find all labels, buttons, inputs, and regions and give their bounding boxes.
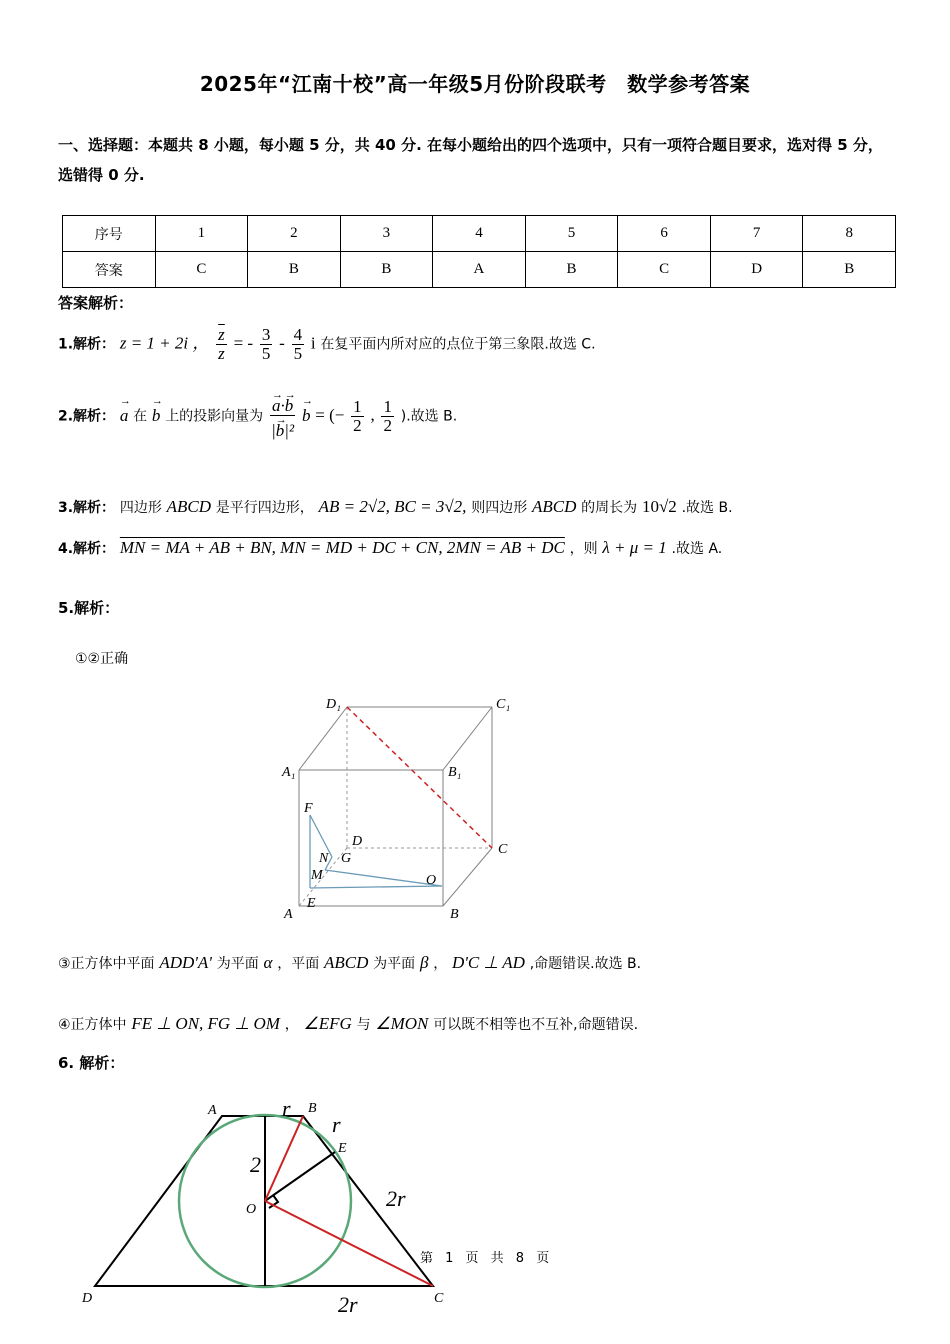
formula: ,: [370, 405, 375, 425]
vertex-label: D: [352, 834, 363, 849]
solution-label: 1.解析：: [58, 336, 116, 353]
vector-b: → b: [302, 406, 311, 426]
table-cell: B: [525, 252, 618, 288]
solution-label: 2.解析：: [58, 408, 116, 425]
fraction-numerator: 3: [261, 325, 271, 344]
formula: AB = 2√2, BC = 3√2,: [318, 497, 467, 516]
formula: ABCD: [532, 497, 577, 516]
solution-text: ③正方体中平面: [58, 956, 155, 972]
table-cell: 2: [248, 216, 341, 252]
formula: z = 1 + 2i ，: [119, 333, 210, 353]
table-header-number: 序号: [63, 216, 156, 252]
fraction: [260, 326, 273, 363]
fraction-numerator: → a·→ b: [270, 393, 295, 416]
formula: 10√2: [641, 497, 677, 516]
formula: D'C ⊥ AD: [451, 953, 525, 972]
vertex-label: A₁: [282, 765, 296, 780]
table-row: [63, 216, 896, 252]
fraction: [292, 326, 305, 363]
table-cell: 4: [433, 216, 526, 252]
solution-3: [58, 497, 733, 517]
solution-label: 5.解析：: [58, 599, 120, 617]
hand-label: r: [282, 1096, 291, 1121]
solution-text: 在复平面内所对应的点位于第三象限.故选 C.: [320, 336, 596, 353]
solution-text: ,命题错误.故选 B.: [529, 956, 642, 972]
fraction: [216, 326, 227, 363]
formula: ABCD: [166, 497, 212, 516]
solution-text: 在: [133, 408, 148, 425]
fraction-denominator: |→ b|²: [270, 416, 295, 440]
formula: ADD'A': [159, 953, 212, 972]
fraction-numerator: 1: [353, 397, 362, 416]
point-label: N: [319, 851, 329, 866]
solution-text: ，平面: [277, 956, 320, 972]
fraction-denominator: 2: [383, 416, 392, 435]
point-label: M: [311, 868, 323, 883]
table-cell: C: [618, 252, 711, 288]
table-cell: B: [248, 252, 341, 288]
hand-label: 2r: [386, 1186, 406, 1211]
page-title: 2025年“江南十校”高一年级5月份阶段联考 数学参考答案: [199, 72, 751, 96]
solution-text: ，则: [569, 541, 598, 557]
solution-text: ).故选 B.: [400, 408, 458, 425]
vertex-label: C: [498, 842, 508, 857]
segment-mo: [325, 870, 442, 886]
vertex-label: C: [434, 1291, 444, 1306]
vector-a: → a: [120, 406, 129, 426]
hand-label: 2r: [338, 1292, 358, 1317]
hand-label: r: [332, 1112, 341, 1137]
formula: MN = MA + AB + BN, MN = MD + DC + CN, 2MN = AB + DC: [119, 538, 565, 557]
solution-text: .故选 B.: [681, 500, 733, 516]
table-cell: 6: [618, 216, 711, 252]
table-cell: 3: [340, 216, 433, 252]
table-cell: 8: [803, 216, 896, 252]
solution-text: 是平行四边形，: [215, 500, 314, 516]
fraction-denominator: 5: [293, 344, 303, 363]
fraction: [381, 398, 394, 435]
table-row: [63, 252, 896, 288]
cube-edge: [299, 707, 347, 770]
solution-text: 上的投影向量为: [165, 408, 264, 425]
solution-text: ，: [433, 956, 448, 972]
fraction-denominator: 5: [261, 344, 271, 363]
point-label: O: [426, 873, 437, 888]
page-footer: 第 1 页 共 8 页: [420, 1251, 554, 1266]
solution-label: 3.解析：: [58, 500, 116, 516]
table-cell: B: [340, 252, 433, 288]
analysis-label: 答案解析：: [58, 294, 134, 312]
solution-text: 为平面: [216, 956, 259, 972]
vertex-label: B: [450, 907, 459, 922]
formula: β: [419, 953, 429, 972]
solution-text: ，: [284, 1017, 299, 1033]
formula: λ + μ = 1: [602, 538, 667, 557]
table-cell: 5: [525, 216, 618, 252]
answer-table: [62, 215, 896, 288]
solution-text: 则四边形: [471, 500, 528, 516]
fraction-denominator: z: [218, 344, 225, 363]
solution-5-part3: [58, 953, 641, 973]
solution-5-part4: [58, 1014, 638, 1034]
fraction-numerator: 4: [293, 325, 303, 344]
vertex-label: A: [208, 1103, 217, 1118]
solution-text: 的周长为: [581, 500, 638, 516]
point-label: E: [338, 1141, 347, 1156]
formula: α: [263, 953, 273, 972]
point-label: G: [341, 851, 352, 866]
solution-text: .故选 A.: [671, 541, 723, 557]
table-cell: C: [155, 252, 248, 288]
vertex-label: D: [82, 1291, 93, 1306]
solution-label: 4.解析：: [58, 541, 116, 557]
trapezoid-diagram: [70, 1090, 460, 1340]
fraction-denominator: 2: [353, 416, 362, 435]
fraction-numerator: 1: [383, 397, 392, 416]
solution-text: 四边形: [119, 500, 162, 516]
table-cell: 1: [155, 216, 248, 252]
diagonal-d1c: [347, 707, 492, 848]
cube-edge: [443, 848, 492, 906]
solution-label: 6. 解析：: [58, 1054, 125, 1072]
solution-2: [58, 393, 457, 440]
point-label: O: [246, 1202, 257, 1217]
table-cell: D: [710, 252, 803, 288]
formula: = -: [233, 333, 254, 353]
vertex-label: B: [308, 1101, 317, 1116]
formula: ∠EFG: [303, 1014, 352, 1033]
section-heading: 一、选择题：本题共 8 小题，每小题 5 分，共 40 分. 在每小题给出的四个选项中，只有一项符合题目要求，选对得 5 分，选错得 0 分.: [58, 136, 883, 184]
formula: ABCD: [324, 953, 369, 972]
fraction: [270, 393, 295, 440]
table-header-answer: 答案: [63, 252, 156, 288]
cube-diagram: [270, 690, 530, 930]
hand-label: 2: [250, 1152, 261, 1177]
vertex-label: C₁: [496, 697, 511, 712]
vertex-label: A: [284, 907, 293, 922]
vertex-label: B₁: [448, 765, 462, 780]
formula: i: [310, 333, 316, 353]
solution-4: [58, 538, 722, 558]
table-cell: 7: [710, 216, 803, 252]
solution-text: ①②正确: [75, 651, 129, 667]
vertex-label: D₁: [326, 697, 341, 712]
formula: = (−: [315, 405, 345, 425]
vector-b: → b: [152, 406, 161, 426]
cube-edge: [443, 707, 492, 770]
segment-eo: [310, 886, 442, 888]
point-label: F: [304, 801, 313, 816]
table-cell: A: [433, 252, 526, 288]
formula: FE ⊥ ON, FG ⊥ OM: [131, 1014, 280, 1033]
point-label: E: [307, 896, 316, 911]
formula: ∠MON: [375, 1014, 429, 1033]
solution-text: 可以既不相等也不互补,命题错误.: [433, 1017, 639, 1033]
solution-text: 为平面: [373, 956, 416, 972]
solution-text: 与: [356, 1017, 371, 1033]
fraction: [351, 398, 364, 435]
solution-1: [58, 326, 596, 363]
fraction-numerator: $\overline{z}$: [218, 325, 225, 344]
formula: -: [279, 333, 285, 353]
solution-text: ④正方体中: [58, 1017, 127, 1033]
table-cell: B: [803, 252, 896, 288]
